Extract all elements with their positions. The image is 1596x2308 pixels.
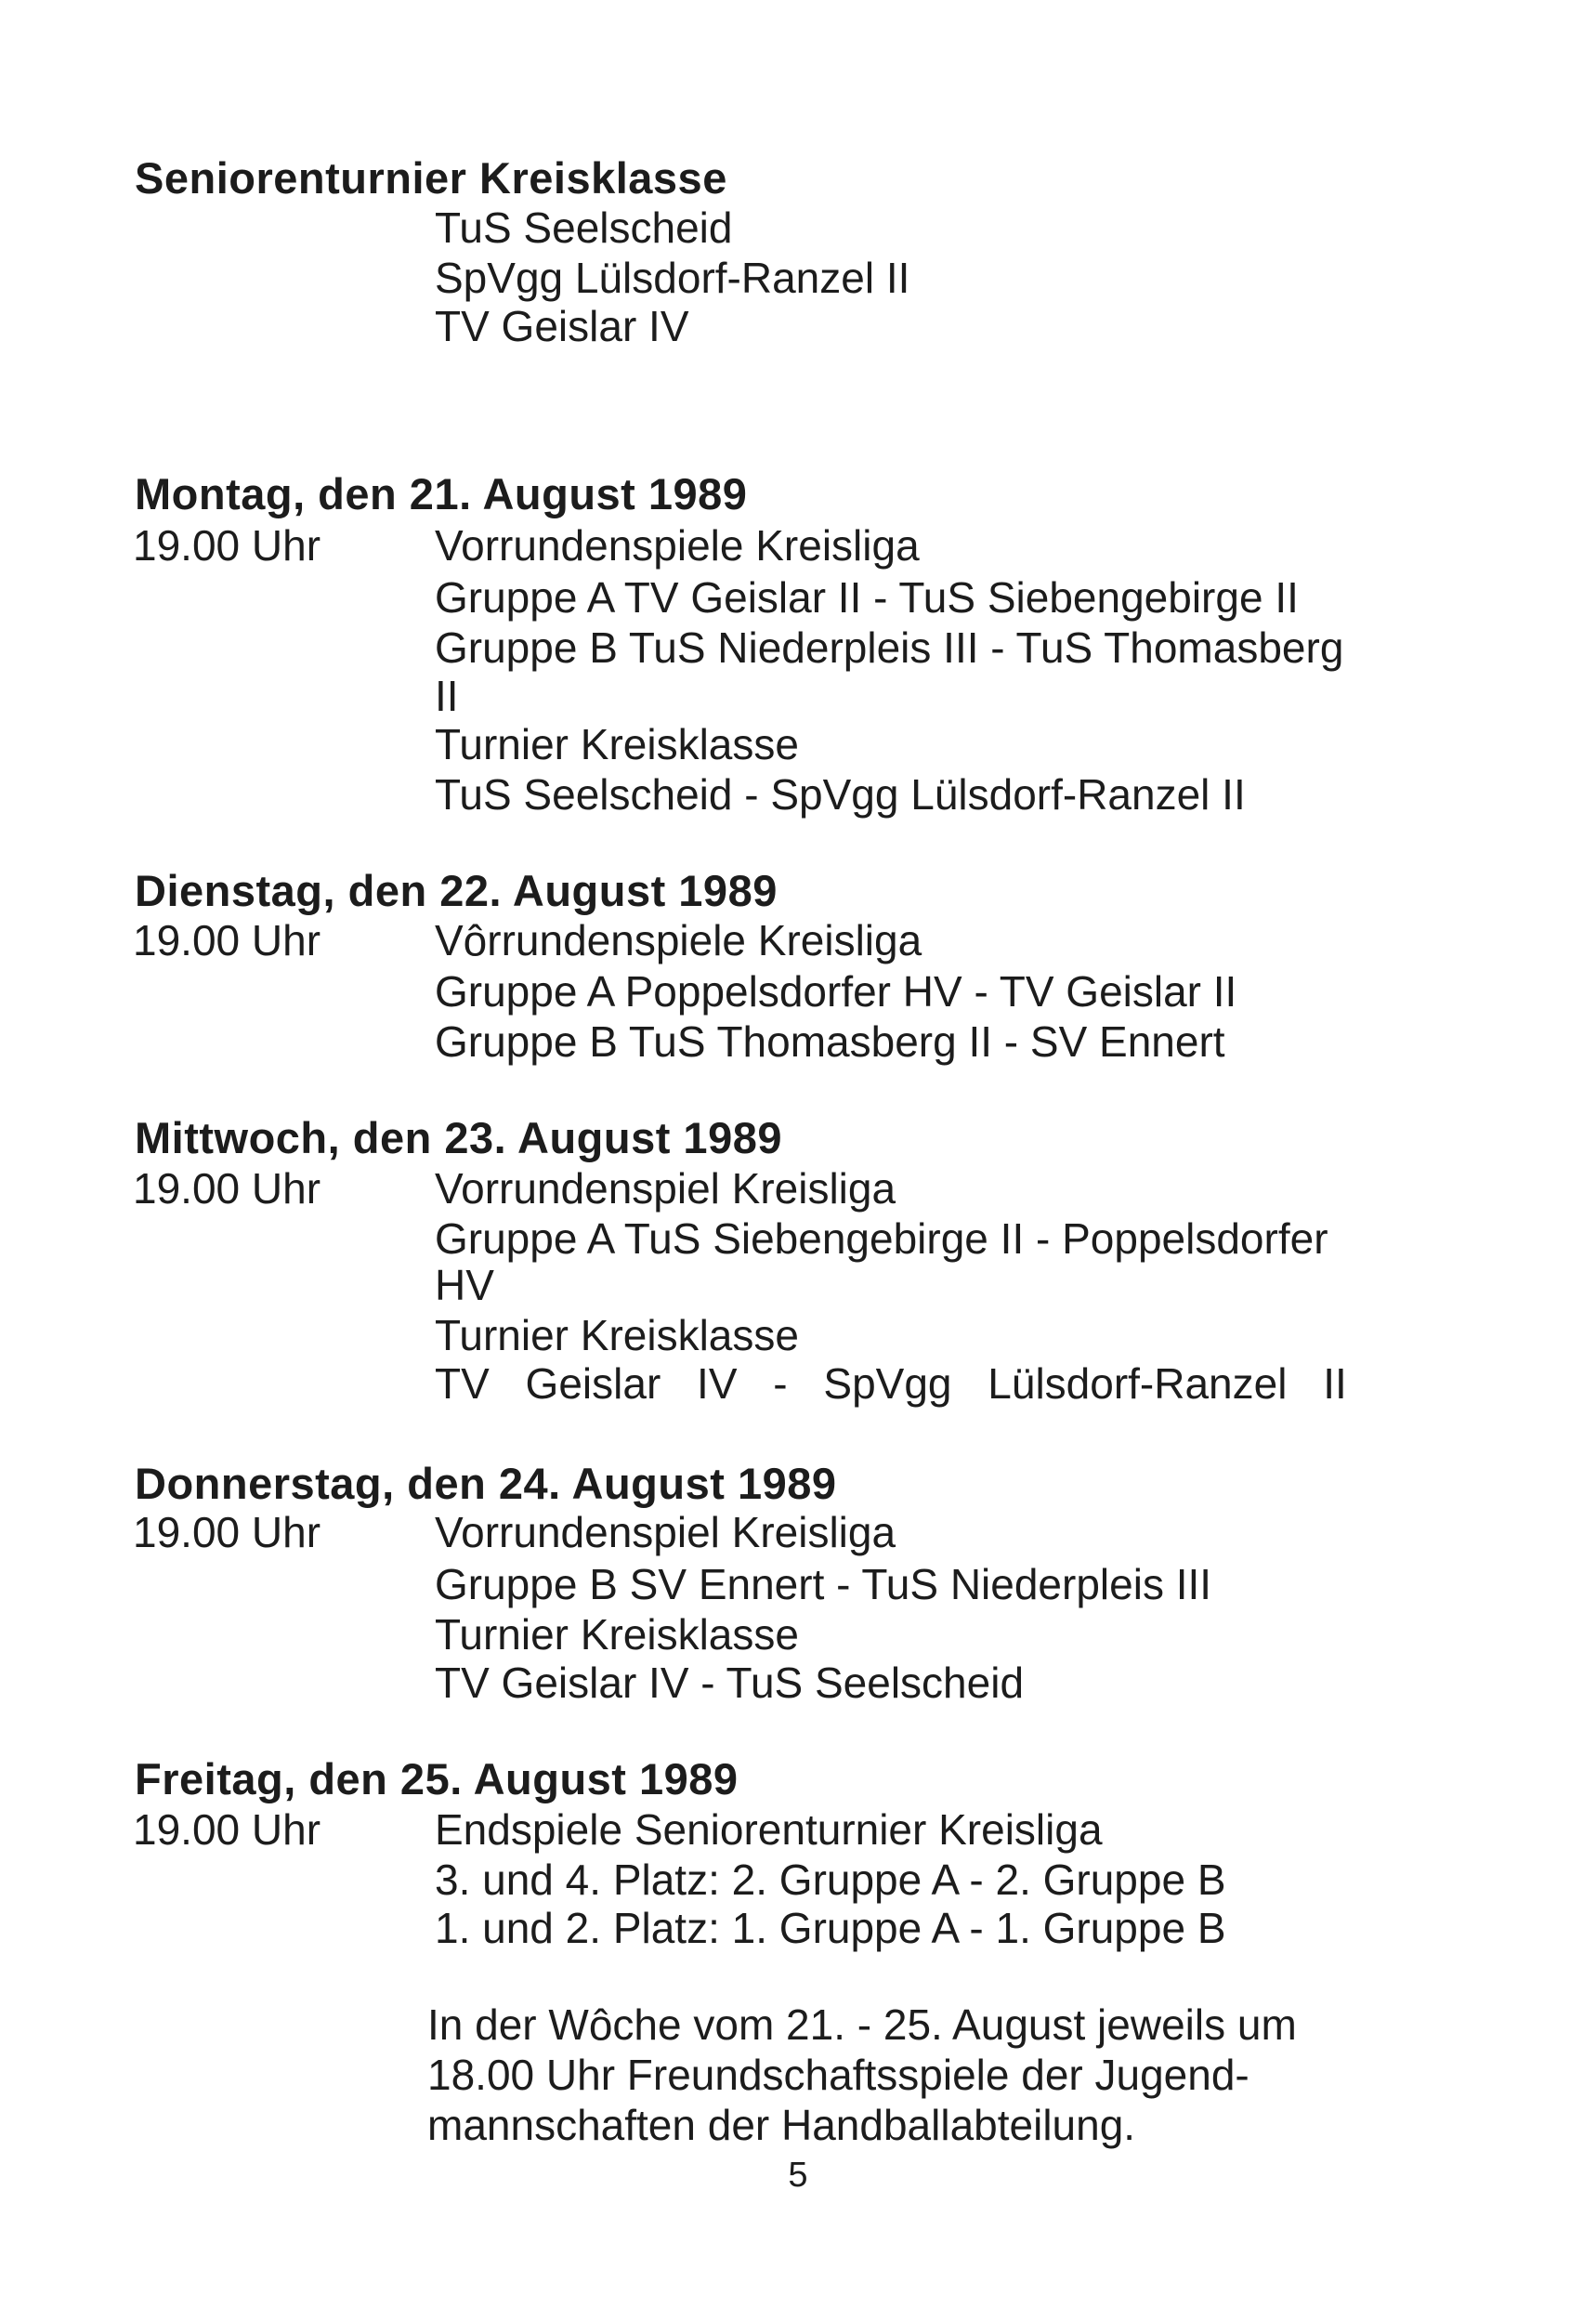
note-paragraph	[427, 2000, 1468, 2150]
schedule-line: Vorrundenspiel Kreisliga	[435, 1164, 896, 1213]
day-heading-mittwoch: Mittwoch, den 23. August 1989	[135, 1113, 782, 1162]
schedule-line: HV	[435, 1261, 494, 1309]
schedule-line: Gruppe A Poppelsdorfer HV - TV Geislar II	[435, 967, 1237, 1016]
day-heading-dienstag: Dienstag, den 22. August 1989	[135, 866, 778, 915]
schedule-line: Endspiele Seniorenturnier Kreisliga	[435, 1805, 1103, 1854]
schedule-line: Gruppe B TuS Niederpleis III - TuS Thomasberg	[435, 623, 1344, 672]
schedule-line: Vorrundenspiele Kreisliga	[435, 521, 920, 570]
note-line: mannschaften der Handballabteilung.	[427, 2101, 1136, 2149]
schedule-line: Vôrrundenspiele Kreisliga	[435, 916, 922, 964]
schedule-line: Turnier Kreisklasse	[435, 1610, 799, 1659]
schedule-line: TuS Seelscheid - SpVgg Lülsdorf-Ranzel II	[435, 770, 1246, 819]
intro-team: TuS Seelscheid	[435, 203, 733, 252]
schedule-line: 3. und 4. Platz: 2. Gruppe A - 2. Gruppe B	[435, 1856, 1226, 1904]
intro-team: SpVgg Lülsdorf-Ranzel II	[435, 254, 910, 302]
day-time: 19.00 Uhr	[133, 521, 321, 570]
day-heading-freitag: Freitag, den 25. August 1989	[135, 1754, 739, 1803]
note-line: 18.00 Uhr Freundschaftsspiele der Jugend-	[427, 2051, 1249, 2099]
note-line: In der Wôche vom 21. - 25. August jeweils um	[427, 2000, 1297, 2049]
day-time: 19.00 Uhr	[133, 1164, 321, 1213]
schedule-line: Gruppe A TV Geislar II - TuS Siebengebirge II	[435, 573, 1299, 622]
day-time: 19.00 Uhr	[133, 1508, 321, 1556]
day-heading-donnerstag: Donnerstag, den 24. August 1989	[135, 1459, 837, 1508]
schedule-line: II	[435, 672, 459, 720]
schedule-line: 1. und 2. Platz: 1. Gruppe A - 1. Gruppe B	[435, 1904, 1226, 1952]
schedule-line: Gruppe B TuS Thomasberg II - SV Ennert	[435, 1017, 1225, 1066]
day-time: 19.00 Uhr	[133, 1805, 321, 1854]
schedule-line: TV Geislar IV - SpVgg Lülsdorf-Ranzel II	[435, 1359, 1347, 1408]
schedule-line: Gruppe B SV Ennert - TuS Niederpleis III	[435, 1560, 1212, 1608]
schedule-line: Gruppe A TuS Siebengebirge II - Poppelsdorfer	[435, 1214, 1328, 1263]
schedule-line: Vorrundenspiel Kreisliga	[435, 1508, 896, 1556]
schedule-line: Turnier Kreisklasse	[435, 720, 799, 768]
day-heading-montag: Montag, den 21. August 1989	[135, 469, 748, 518]
day-time: 19.00 Uhr	[133, 916, 321, 964]
intro-team: TV Geislar IV	[435, 302, 689, 350]
schedule-line: TV Geislar IV - TuS Seelscheid	[435, 1659, 1025, 1707]
intro-title: Seniorenturnier Kreisklasse	[135, 153, 727, 203]
schedule-line: Turnier Kreisklasse	[435, 1311, 799, 1359]
page-number: 5	[788, 2156, 808, 2195]
